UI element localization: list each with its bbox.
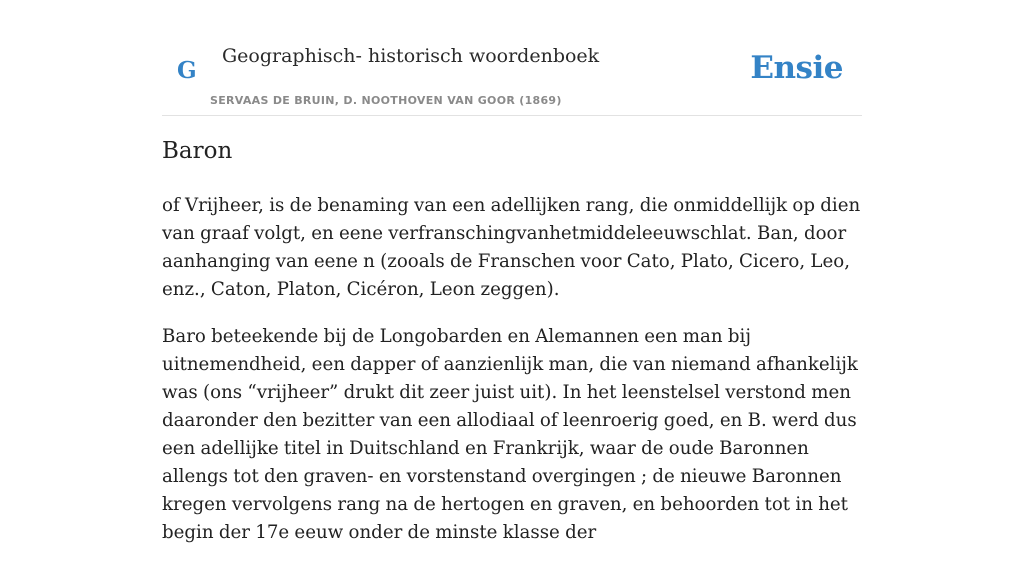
entry-title: Baron (162, 138, 233, 164)
book-letter-badge[interactable]: G (177, 57, 197, 84)
site-logo[interactable]: Ensie (750, 50, 843, 86)
page-header (162, 0, 862, 116)
entry-body (162, 192, 862, 566)
entry-paragraph: Baro beteekende bij de Longobarden en Alemannen een man bij uitnemendheid, een dapper of aanzienlijk man, die van niemand afhankelijk was (ons “vrijheer” drukt dit zeer juist uit). In het leenstelsel verstond men daaronder den bezitter van een allodiaal of leenroerig goed, en B. werd dus een adellijke titel in Duitschland en Frankrijk, waar de oude Baronnen allengs tot den graven- en vorstenstand overgingen ; de nieuwe Baronnen kregen vervolgens rang na de hertogen en graven, en behoorden tot in het begin der 17e eeuw onder de minste klasse der (162, 326, 858, 543)
book-title[interactable]: Geographisch- historisch woordenboek (222, 45, 600, 67)
page-container (162, 0, 862, 543)
entry-paragraph: of Vrijheer, is de benaming van een adellijken rang, die onmiddellijk op dien van graaf volgt, en eene verfranschingvanhetmiddeleeuwschlat. Ban, door aanhanging van eene n (zooals de Franschen voor Cato, Plato, Cicero, Leo, enz., Caton, Platon, Cicéron, Leon zeggen). (162, 195, 861, 300)
book-author: SERVAAS DE BRUIN, D. NOOTHOVEN VAN GOOR (1869) (210, 94, 562, 107)
